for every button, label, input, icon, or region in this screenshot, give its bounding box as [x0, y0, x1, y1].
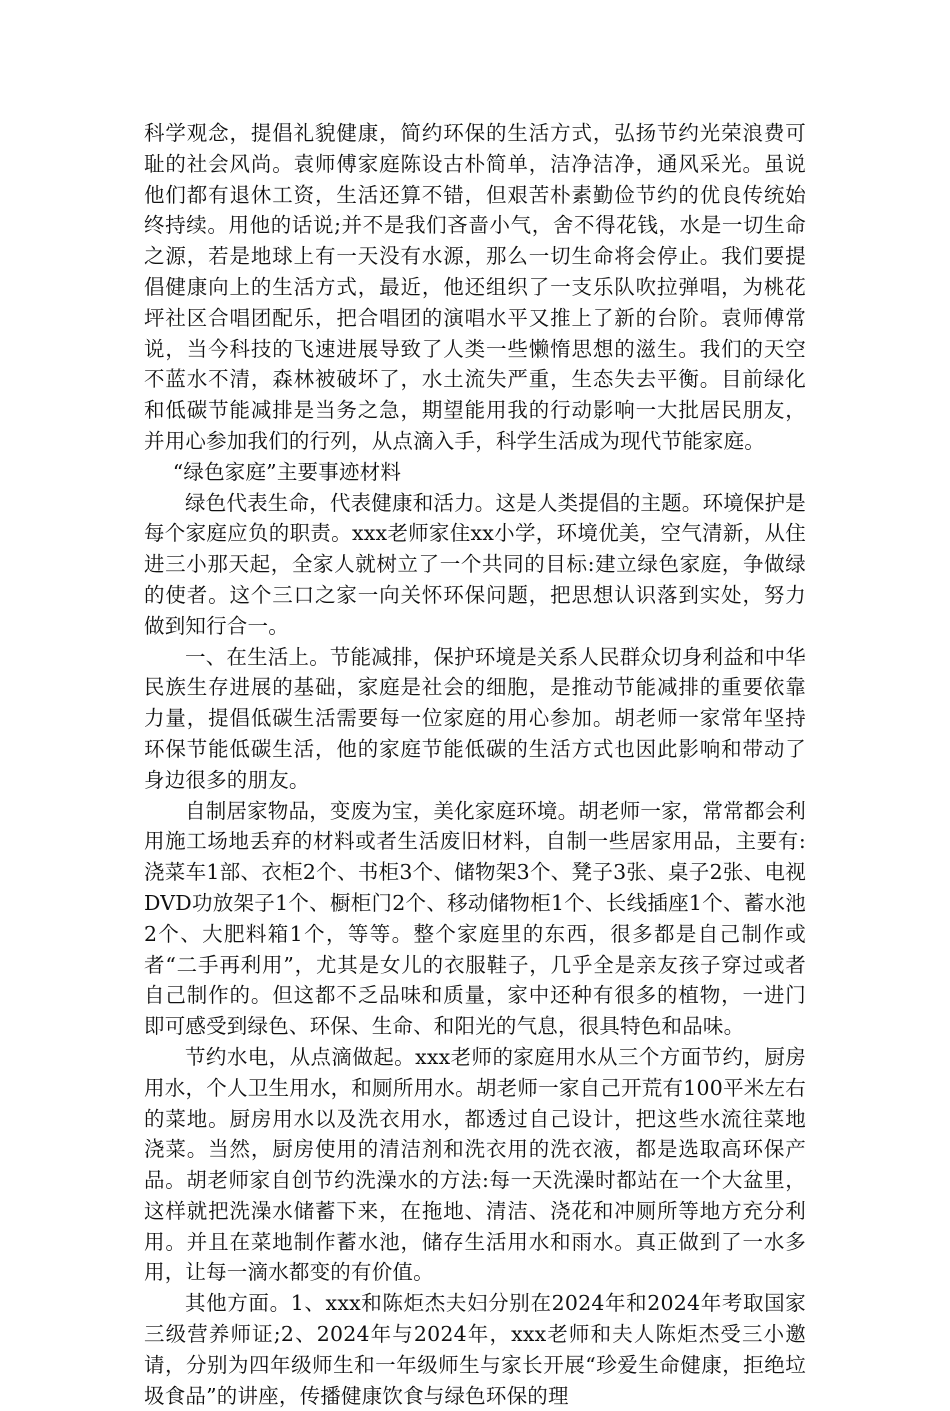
paragraph-homemade-items: 自制居家物品，变废为宝，美化家庭环境。胡老师一家，常常都会利用施工场地丢弃的材料或者生活废旧材料，自制一些居家用品，主要有:浇菜车1部、衣柜2个、书柜3个、储物架3个、凳子3张、桌子2张、电视DVD功放架子1个、橱柜门2个、移动储物柜1个、长线插座1个、蓄水池2个、大肥料箱1个，等等。整个家庭里的东西，很多都是自己制作或者“二手再利用”，尤其是女儿的衣服鞋子，几乎全是亲友孩子穿过或者自己制作的。但这都不乏品味和质量，家中还种有很多的植物，一进门即可感受到绿色、环保、生命、和阳光的气息，很具特色和品味。 — [144, 798, 806, 1039]
paragraph-daily-life: 一、在生活上。节能减排，保护环境是关系人民群众切身利益和中华民族生存进展的基础，家庭是社会的细胞，是推动节能减排的重要依靠力量，提倡低碳生活需要每一位家庭的用心参加。胡老师一家常年坚持环保节能低碳生活，他的家庭节能低碳的生活方式也因此影响和带动了身边很多的朋友。 — [144, 644, 806, 792]
section-heading: “绿色家庭”主要事迹材料 — [172, 459, 402, 484]
paragraph-green-family: 绿色代表生命，代表健康和活力。这是人类提倡的主题。环境保护是每个家庭应负的职责。xxx老师家住xx小学，环境优美，空气清新，从住进三小那天起，全家人就树立了一个共同的目标:建立绿色家庭，争做绿的使者。这个三口之家一向关怀环保问题，把思想认识落到实处，努力做到知行合一。 — [144, 490, 806, 638]
paragraph-other-aspects: 其他方面。1、xxx和陈炬杰夫妇分别在2024年和2024年考取国家三级营养师证;2、2024年与2024年，xxx老师和夫人陈炬杰受三小邀请，分别为四年级师生和一年级师生与家长开展“珍爱生命健康，拒绝垃圾食品”的讲座，传播健康饮食与绿色环保的理 — [144, 1291, 806, 1408]
paragraph-intro: 科学观念，提倡礼貌健康，简约环保的生活方式，弘扬节约光荣浪费可耻的社会风尚。袁师傅家庭陈设古朴简单，洁净洁净，通风采光。虽说他们都有退休工资，生活还算不错，但艰苦朴素勤俭节约的优良传统始终持续。用他的话说;并不是我们吝啬小气，舍不得花钱，水是一切生命之源，若是地球上有一天没有水源，那么一切生命将会停止。我们要提倡健康向上的生活方式，最近，他还组织了一支乐队吹拉弹唱，为桃花坪社区合唱团配乐，把合唱团的演唱水平又推上了新的台阶。袁师傅常说，当今科技的飞速进展导致了人类一些懒惰思想的滋生。我们的天空不蓝水不清，森林被破坏了，水土流失严重，生态失去平衡。目前绿化和低碳节能减排是当务之急，期望能用我的行动影响一大批居民朋友，并用心参加我们的行列，从点滴入手，科学生活成为现代节能家庭。 — [144, 121, 806, 453]
paragraph-save-water: 节约水电，从点滴做起。xxx老师的家庭用水从三个方面节约，厨房用水，个人卫生用水，和厕所用水。胡老师一家自己开荒有100平米左右的菜地。厨房用水以及洗衣用水，都透过自己设计，把这些水流往菜地浇菜。当然，厨房使用的清洁剂和洗衣用的洗衣液，都是选取高环保产品。胡老师家自创节约洗澡水的方法:每一天洗澡时都站在一个大盆里，这样就把洗澡水储蓄下来，在拖地、清洁、浇花和冲厕所等地方充分利用。并且在菜地制作蓄水池，储存生活用水和雨水。真正做到了一水多用，让每一滴水都变的有价值。 — [144, 1044, 806, 1285]
document-body — [144, 118, 806, 1411]
